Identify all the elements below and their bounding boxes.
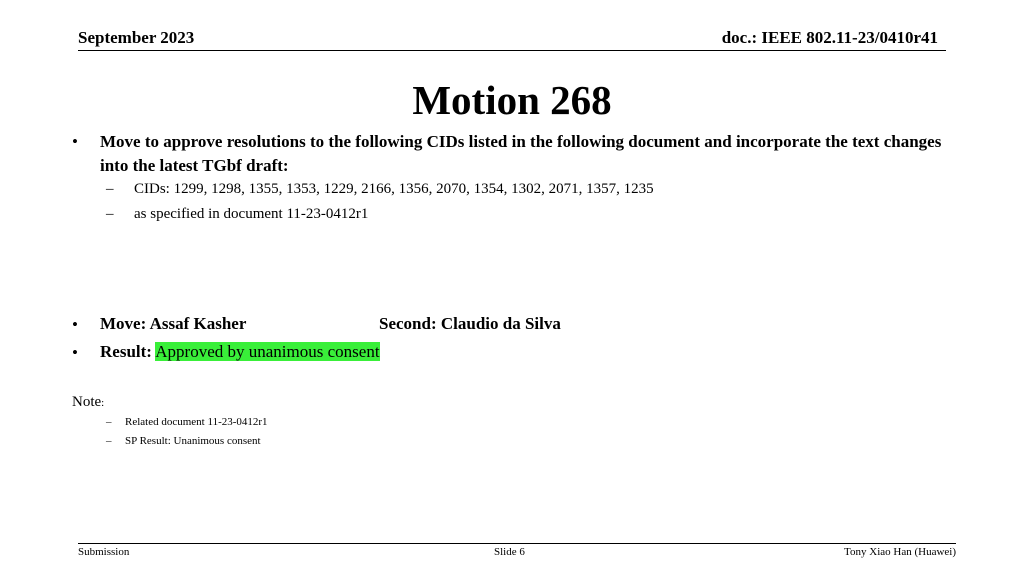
- bullet-marker: •: [72, 343, 78, 362]
- note-label: Note: [72, 394, 102, 410]
- bullet-marker: •: [72, 132, 78, 151]
- result-label: Result:: [100, 342, 152, 361]
- header-doc-id: doc.: IEEE 802.11-23/0410r41: [721, 28, 938, 47]
- bullet-marker: •: [72, 315, 78, 334]
- cid-list: CIDs: 1299, 1298, 1355, 1353, 1229, 2166, 1356, 2070, 1354, 1302, 2071, 1357, 1235: [134, 181, 654, 197]
- dash-marker: –: [106, 435, 112, 447]
- footer-divider: [78, 543, 956, 544]
- motion-text: Move to approve resolutions to the following CIDs listed in the following document and incorporate the text changes into the latest TGbf draft:: [100, 132, 942, 175]
- slide-title: Motion 268: [412, 77, 612, 123]
- note-heading: [72, 394, 104, 411]
- seconder: Second: Claudio da Silva: [379, 314, 561, 333]
- header-date: September 2023: [78, 28, 195, 47]
- dash-marker: –: [106, 181, 114, 197]
- footer-author: Tony Xiao Han (Huawei): [844, 546, 956, 558]
- dash-marker: –: [106, 416, 112, 428]
- note-item: Related document 11-23-0412r1: [125, 416, 268, 428]
- note-colon: :: [101, 397, 105, 409]
- dash-marker: –: [106, 206, 114, 222]
- result-value: Approved by unanimous consent: [155, 342, 380, 361]
- slide-number: Slide 6: [494, 546, 525, 558]
- note-item: SP Result: Unanimous consent: [125, 435, 261, 447]
- footer-submission: Submission: [78, 546, 130, 558]
- result-line: [100, 342, 380, 362]
- document-reference: as specified in document 11-23-0412r1: [134, 206, 369, 222]
- header-divider: [78, 50, 946, 51]
- mover: Move: Assaf Kasher: [100, 314, 247, 333]
